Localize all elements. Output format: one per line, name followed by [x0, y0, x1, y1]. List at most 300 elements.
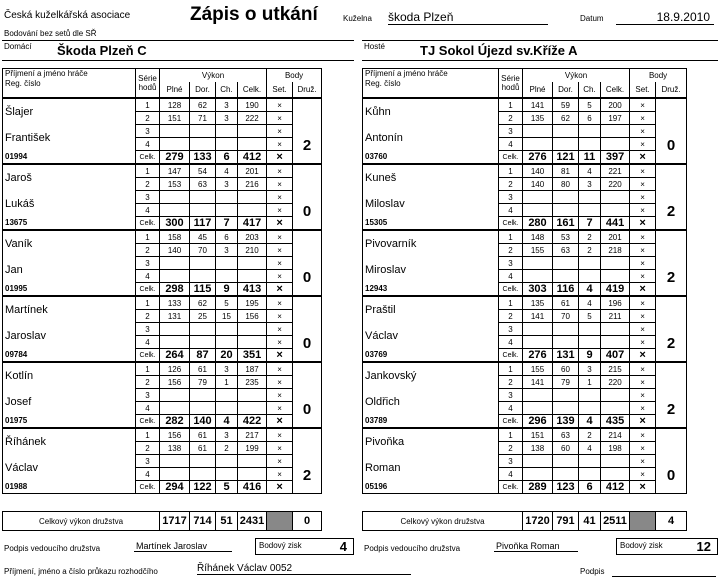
serie-value: [579, 257, 601, 270]
serie-value: [216, 389, 238, 402]
serie-value-text: 5: [587, 100, 592, 110]
serie-value: [601, 442, 630, 455]
serie-value: [579, 204, 601, 217]
serie-number: 1: [136, 296, 160, 310]
serie-value-text: 140: [530, 166, 545, 176]
total-value-text: 276: [528, 349, 547, 361]
player-points: 2: [666, 268, 676, 286]
set-mark: ×: [277, 126, 282, 136]
set-mark-cell: [630, 389, 656, 402]
serie-value: [579, 244, 601, 257]
set-mark: ×: [640, 271, 645, 281]
total-label-text: Celk.: [139, 483, 156, 491]
serie-value: [601, 468, 630, 481]
serie-value-text: 201: [608, 232, 622, 242]
set-mark: ×: [640, 245, 645, 255]
serie-number: 3: [499, 389, 523, 402]
serie-value: [190, 310, 216, 323]
player-reg-cell: [3, 481, 136, 494]
set-mark-cell: [267, 468, 293, 481]
player-points-cell: [293, 98, 322, 164]
player-reg-number: 03769: [365, 350, 388, 360]
player-points-cell: [293, 296, 322, 362]
serie-value: [601, 204, 630, 217]
serie-value: [601, 230, 630, 244]
serie-value: [523, 323, 553, 336]
total-value-text: 276: [528, 151, 547, 163]
serie-value: [190, 244, 216, 257]
set-mark: ×: [640, 324, 645, 334]
player-surname: Vaník: [5, 237, 33, 250]
serie-value: [601, 191, 630, 204]
serie-value: [553, 389, 579, 402]
serie-number: 4: [499, 270, 523, 283]
player-total-value: [601, 349, 630, 363]
body-header: [267, 69, 322, 82]
set-mark-cell: [630, 402, 656, 415]
serie-value-text: 131: [167, 311, 182, 321]
player-row: [363, 257, 687, 270]
serie-value: [553, 191, 579, 204]
serie-value: [579, 455, 601, 468]
guest-points-label: Bodový zisk: [620, 541, 663, 550]
serie-value: [190, 191, 216, 204]
serie-value-text: 60: [561, 443, 570, 453]
serie-value-text: 156: [245, 311, 259, 321]
player-total-value: [190, 349, 216, 363]
serie-value-text: 71: [198, 113, 207, 123]
set-mark-cell: [267, 442, 293, 455]
col-label-ch: Ch.: [583, 84, 596, 94]
serie-value: [601, 244, 630, 257]
set-mark: ×: [640, 337, 645, 347]
serie-value-text: 62: [561, 113, 570, 123]
player-total-label: [136, 283, 160, 297]
team-total-label-text: Celkový výkon družstva: [400, 516, 485, 526]
serie-value: [601, 138, 630, 151]
serie-value-text: 70: [198, 245, 207, 255]
serie-value-text: 79: [561, 377, 570, 387]
player-firstname-cell: [363, 323, 499, 349]
player-total-value: [160, 349, 190, 363]
serie-value: [601, 336, 630, 349]
set-mark: ×: [640, 430, 645, 440]
player-surname-cell: [3, 428, 136, 455]
set-mark: ×: [640, 113, 645, 123]
serie-number: 3: [136, 257, 160, 270]
venue-value: škoda Plzeň: [388, 10, 548, 25]
serie-value: [190, 296, 216, 310]
serie-value: [523, 230, 553, 244]
total-value-text: 279: [165, 151, 184, 163]
home-points-label: Bodový zisk: [259, 541, 302, 550]
player-total-value: [553, 217, 579, 231]
page-title: Zápis o utkání: [190, 4, 318, 25]
total-value-text: 351: [242, 349, 262, 361]
player-surname-cell: [3, 164, 136, 191]
serie-value-text: 62: [198, 298, 207, 308]
serie-value: [579, 362, 601, 376]
serie-number: 1: [499, 362, 523, 376]
player-firstname-cell: [3, 323, 136, 349]
serie-value-text: 218: [608, 245, 622, 255]
serie-value: [160, 204, 190, 217]
player-total-value: [579, 151, 601, 165]
set-mark: ×: [277, 245, 282, 255]
serie-header: [499, 69, 523, 99]
set-mark: ×: [640, 403, 645, 413]
set-mark: ×: [277, 139, 282, 149]
total-value-text: 131: [556, 349, 575, 361]
total-value-text: 412: [605, 481, 625, 493]
set-mark-cell: [630, 191, 656, 204]
team-points: 4: [667, 515, 675, 527]
player-surname-cell: [3, 98, 136, 125]
guest-team-name: TJ Sokol Újezd sv.Kříže A: [420, 43, 578, 58]
home-points-box: [255, 538, 354, 555]
total-value-text: 122: [193, 481, 212, 493]
player-total-value: [523, 151, 553, 165]
set-mark: ×: [277, 166, 282, 176]
serie-value-text: 135: [530, 298, 545, 308]
set-mark-cell: [267, 428, 293, 442]
set-mark: ×: [277, 192, 282, 202]
serie-value: [601, 296, 630, 310]
player-row: [363, 151, 687, 165]
player-row: [363, 362, 687, 376]
serie-number: 2: [499, 112, 523, 125]
player-name-header: Příjmení a jméno hráče: [5, 69, 88, 78]
serie-value-text: 25: [198, 311, 207, 321]
home-team-bar: [2, 40, 354, 61]
guest-label: Hosté: [364, 42, 385, 51]
player-points-cell: [293, 428, 322, 494]
serie-value: [190, 230, 216, 244]
serie-value: [601, 112, 630, 125]
serie-value: [601, 402, 630, 415]
team-total-label: [363, 512, 523, 531]
player-row: [3, 362, 322, 376]
player-row: [3, 217, 322, 231]
set-mark: ×: [639, 349, 646, 361]
set-mark-cell: [630, 164, 656, 178]
col-label-set: Set.: [635, 84, 650, 94]
serie-value: [216, 362, 238, 376]
set-mark: ×: [277, 113, 282, 123]
serie-number: 2: [136, 112, 160, 125]
player-points-cell: [293, 230, 322, 296]
serie-value-text: 15: [222, 311, 231, 321]
player-reg-cell: [363, 349, 499, 363]
col-header-plne: [523, 82, 553, 98]
player-total-label: [136, 415, 160, 429]
player-points-cell: [656, 98, 687, 164]
player-row: [3, 349, 322, 363]
set-mark-cell: [630, 112, 656, 125]
player-firstname-cell: [3, 389, 136, 415]
serie-value: [190, 468, 216, 481]
serie-value: [553, 257, 579, 270]
guest-team-total-row: [362, 511, 687, 531]
set-mark-cell: [267, 415, 293, 429]
set-mark-cell: [630, 283, 656, 297]
serie-value-text: 4: [587, 443, 592, 453]
total-value-text: 407: [605, 349, 625, 361]
player-surname-cell: [3, 296, 136, 323]
guest-captain-label: Podpis vedoucího družstva: [364, 544, 461, 553]
serie-number: 4: [136, 336, 160, 349]
player-total-label: [499, 217, 523, 231]
serie-value: [238, 455, 267, 468]
player-total-label: [136, 217, 160, 231]
set-mark: ×: [640, 443, 645, 453]
serie-number: 4: [499, 402, 523, 415]
set-mark-cell: [267, 151, 293, 165]
player-total-value: [160, 481, 190, 494]
guest-points-value: 12: [696, 539, 711, 554]
set-mark-cell: [630, 323, 656, 336]
serie-value: [553, 125, 579, 138]
total-label-text: Celk.: [139, 417, 156, 425]
player-total-value: [238, 283, 267, 297]
serie-value: [579, 164, 601, 178]
serie-value: [160, 428, 190, 442]
player-row: [363, 230, 687, 244]
player-firstname: Miroslav: [365, 263, 406, 276]
serie-value: [238, 323, 267, 336]
set-mark-cell: [630, 362, 656, 376]
team-total-value-text: 2511: [603, 515, 627, 527]
total-label-text: Celk.: [502, 483, 519, 491]
set-mark-cell: [630, 468, 656, 481]
serie-value: [190, 362, 216, 376]
player-total-value: [579, 481, 601, 494]
serie-number: 4: [499, 336, 523, 349]
team-total-value: [238, 512, 267, 531]
serie-value: [579, 336, 601, 349]
set-mark: ×: [639, 151, 646, 163]
player-row: [363, 323, 687, 336]
serie-number: 1: [499, 98, 523, 112]
set-mark: ×: [639, 415, 646, 427]
serie-number: 2: [499, 178, 523, 191]
serie-value: [160, 296, 190, 310]
player-points-cell: [293, 362, 322, 428]
player-total-value: [553, 283, 579, 297]
player-firstname: Antonín: [365, 131, 403, 144]
body-header: [630, 69, 687, 82]
serie-number: 3: [499, 455, 523, 468]
player-firstname: Lukáš: [5, 197, 35, 210]
serie-number: 4: [136, 270, 160, 283]
serie-value: [579, 442, 601, 455]
reg-no-header: Reg. číslo: [5, 79, 41, 88]
score-grid: [2, 68, 322, 494]
serie-value: [216, 125, 238, 138]
player-reg-cell: [3, 415, 136, 429]
total-value-text: 7: [586, 217, 593, 229]
serie-value-text: 6: [587, 113, 592, 123]
player-points: 0: [302, 334, 312, 352]
total-label-text: Celk.: [502, 153, 519, 161]
serie-value-text: 200: [608, 100, 622, 110]
set-mark-cell: [267, 230, 293, 244]
serie-number: 2: [499, 310, 523, 323]
set-mark-cell: [267, 481, 293, 494]
serie-value: [553, 138, 579, 151]
col-header-dor: [190, 82, 216, 98]
serie-value: [523, 428, 553, 442]
total-label-text: Celk.: [502, 219, 519, 227]
set-mark: ×: [640, 139, 645, 149]
col-header-druz: [656, 82, 687, 98]
serie-number: 3: [136, 125, 160, 138]
set-mark: ×: [277, 390, 282, 400]
vykon-header: [523, 69, 630, 82]
serie-value-text: 221: [608, 166, 622, 176]
player-row: [3, 283, 322, 297]
player-reg-number: 03760: [365, 152, 388, 162]
total-value-text: 116: [556, 283, 575, 295]
player-header: [3, 69, 136, 99]
set-mark: ×: [640, 390, 645, 400]
serie-value: [523, 164, 553, 178]
team-total-value-text: 2431: [239, 515, 265, 527]
col-label-celk: Celk.: [242, 84, 262, 94]
vykon-label: Výkon: [564, 70, 588, 80]
serie-value: [190, 125, 216, 138]
player-firstname-cell: [363, 125, 499, 151]
serie-value-text: 79: [198, 377, 207, 387]
total-value-text: 161: [556, 217, 575, 229]
home-team-total-row: [2, 511, 322, 531]
serie-value: [216, 402, 238, 415]
player-points-cell: [656, 362, 687, 428]
player-total-value: [579, 283, 601, 297]
serie-number: 2: [499, 442, 523, 455]
set-mark: ×: [640, 126, 645, 136]
serie-value-text: 3: [224, 113, 229, 123]
player-points: 0: [302, 268, 312, 286]
total-value-text: 294: [165, 481, 184, 493]
player-total-value: [238, 151, 267, 165]
player-total-value: [216, 481, 238, 494]
set-mark: ×: [639, 481, 646, 493]
serie-value: [601, 389, 630, 402]
team-points-cell: [656, 512, 687, 531]
player-surname: Pivoňka: [365, 435, 405, 448]
player-reg-number: 09784: [5, 350, 28, 360]
total-value-text: 11: [583, 151, 596, 163]
serie-value: [160, 138, 190, 151]
player-surname: Kůhn: [365, 105, 391, 118]
referee-label: Příjmení, jméno a číslo průkazu rozhodčího: [4, 567, 158, 576]
set-mark: ×: [640, 205, 645, 215]
player-total-value: [523, 217, 553, 231]
serie-value: [160, 257, 190, 270]
player-total-label: [499, 349, 523, 363]
set-mark: ×: [277, 232, 282, 242]
player-surname-cell: [363, 164, 499, 191]
team-total-value: [553, 512, 579, 531]
serie-value: [216, 442, 238, 455]
serie-value-text: 63: [198, 179, 207, 189]
player-reg-cell: [3, 217, 136, 231]
col-label-druz: Druž.: [661, 84, 681, 94]
player-total-value: [523, 349, 553, 363]
player-total-value: [601, 283, 630, 297]
set-mark-cell: [630, 230, 656, 244]
set-mark-cell: [267, 138, 293, 151]
serie-value-text: 80: [561, 179, 570, 189]
set-mark-cell: [630, 244, 656, 257]
player-total-value: [216, 217, 238, 231]
team-set-cell: [267, 512, 293, 531]
serie-value: [216, 178, 238, 191]
serie-value: [238, 270, 267, 283]
serie-value: [523, 112, 553, 125]
serie-value-text: 220: [608, 179, 622, 189]
set-mark-cell: [630, 481, 656, 494]
set-mark-cell: [630, 310, 656, 323]
serie-value: [238, 296, 267, 310]
serie-value: [553, 442, 579, 455]
serie-value: [601, 125, 630, 138]
col-header-celk: [601, 82, 630, 98]
serie-value: [579, 112, 601, 125]
serie-value: [553, 402, 579, 415]
serie-value-text: 155: [530, 245, 545, 255]
set-mark-cell: [267, 98, 293, 112]
serie-value-text: 158: [167, 232, 182, 242]
serie-number: 3: [499, 323, 523, 336]
serie-value-text: 3: [224, 364, 229, 374]
set-mark: ×: [276, 151, 283, 163]
set-mark: ×: [640, 179, 645, 189]
set-mark: ×: [277, 364, 282, 374]
player-surname: Pivovarník: [365, 237, 417, 250]
serie-value: [190, 178, 216, 191]
serie-number: 4: [499, 138, 523, 151]
serie-value: [216, 98, 238, 112]
serie-number: 4: [136, 138, 160, 151]
serie-value: [190, 204, 216, 217]
serie-number: 4: [136, 468, 160, 481]
serie-value: [579, 296, 601, 310]
referee-name: Říhánek Václav 0052: [197, 563, 411, 575]
serie-value: [601, 455, 630, 468]
serie-value: [238, 468, 267, 481]
player-row: [3, 164, 322, 178]
serie-number: 4: [499, 204, 523, 217]
serie-value: [190, 389, 216, 402]
set-mark-cell: [630, 125, 656, 138]
body-label: Body: [284, 70, 304, 80]
serie-value: [523, 257, 553, 270]
serie-value-text: 141: [530, 311, 545, 321]
serie-value: [238, 204, 267, 217]
player-total-value: [601, 415, 630, 429]
player-total-value: [216, 283, 238, 297]
total-value-text: 4: [223, 415, 230, 427]
body-label: Body: [648, 70, 668, 80]
col-header-celk: [238, 82, 267, 98]
set-mark: ×: [640, 377, 645, 387]
set-mark-cell: [267, 204, 293, 217]
player-total-value: [553, 349, 579, 363]
set-mark-cell: [630, 217, 656, 231]
player-firstname-cell: [3, 125, 136, 151]
